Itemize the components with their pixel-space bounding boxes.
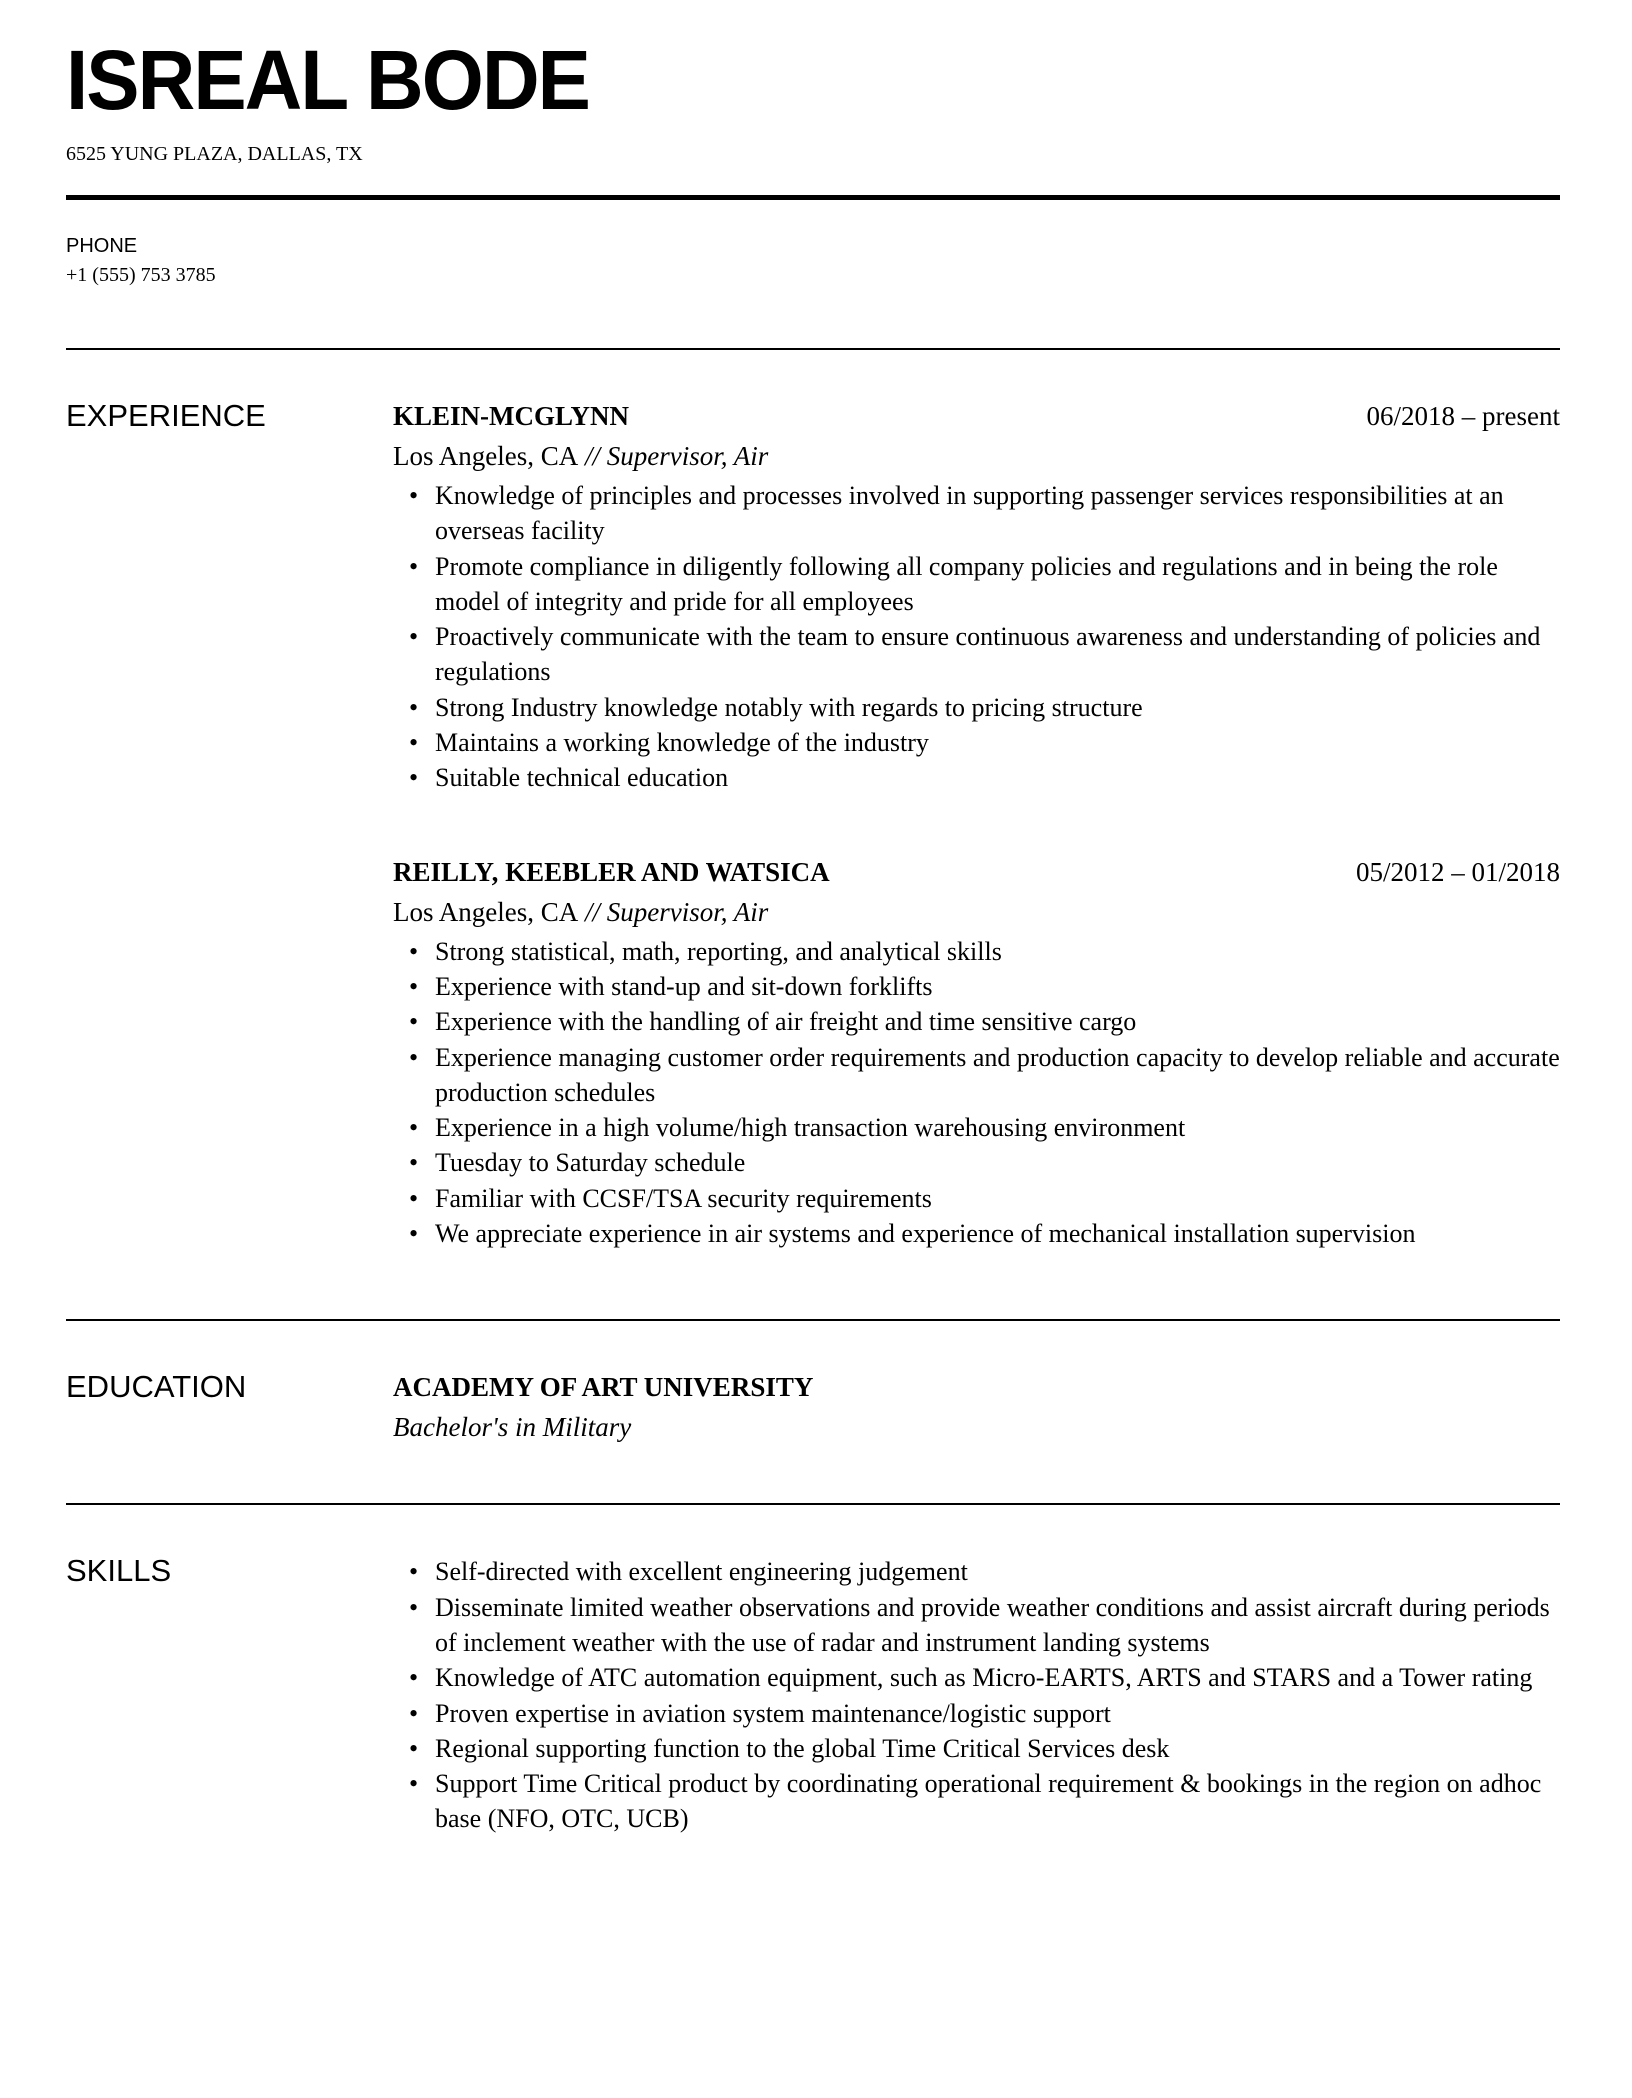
- bullet-item: • Proactively communicate with the team to ensure continuous awareness and understanding of policies and regulations: [393, 619, 1560, 690]
- job-location: Los Angeles, CA: [393, 441, 579, 471]
- bullet-item: • Promote compliance in diligently following all company policies and regulations and in being the role model of integrity and pride for all employees: [393, 549, 1560, 620]
- bullet-item: • Familiar with CCSF/TSA security requirements: [393, 1181, 1560, 1216]
- skill-item: • Disseminate limited weather observations and provide weather conditions and assist aircraft during periods of inclement weather with the use of radar and instrument landing systems: [393, 1590, 1560, 1661]
- job-entry: [393, 852, 1560, 1252]
- job-entry: [393, 396, 1560, 796]
- header-divider: [66, 195, 1560, 200]
- job-dates: 06/2018 – present: [1366, 401, 1560, 431]
- job-role: Supervisor, Air: [606, 896, 769, 927]
- bullet-item: • Strong Industry knowledge notably with regards to pricing structure: [393, 690, 1560, 725]
- skill-item: • Self-directed with excellent engineering judgement: [393, 1554, 1560, 1589]
- address: 6525 YUNG PLAZA, DALLAS, TX: [66, 143, 363, 165]
- separator: //: [578, 441, 607, 471]
- job-role: Supervisor, Air: [606, 441, 769, 471]
- company-name: REILLY, KEEBLER AND WATSICA: [393, 856, 830, 887]
- job-dates: 05/2012 – 01/2018: [1355, 856, 1560, 887]
- phone-label: PHONE: [66, 235, 138, 257]
- section-title: SKILLS: [66, 1553, 172, 1589]
- bullet-item: • Experience managing customer order requirements and production capacity to develop reliable and accurate production schedules: [393, 1040, 1560, 1111]
- bullet-item: • Experience with the handling of air freight and time sensitive cargo: [393, 1004, 1560, 1039]
- bullet-item: • Tuesday to Saturday schedule: [393, 1145, 1560, 1180]
- candidate-name: ISREAL BODE: [66, 33, 590, 127]
- degree: Bachelor's in Military: [393, 1412, 632, 1443]
- separator: //: [578, 896, 607, 927]
- job-bullets: [393, 934, 1560, 1252]
- section-title: EDUCATION: [66, 1369, 247, 1405]
- skills-section: [66, 1505, 1560, 1836]
- experience-section: [66, 350, 1560, 1307]
- skill-item: • Knowledge of ATC automation equipment, such as Micro-EARTS, ARTS and STARS and a Tower rating: [393, 1660, 1560, 1695]
- phone-number: +1 (555) 753 3785: [66, 264, 216, 286]
- skill-item: • Support Time Critical product by coordinating operational requirement & bookings in the region on adhoc base (NFO, OTC, UCB): [393, 1766, 1560, 1837]
- job-subtitle: [393, 892, 1560, 932]
- bullet-item: • Suitable technical education: [393, 760, 1560, 795]
- bullet-item: • Experience in a high volume/high transaction warehousing environment: [393, 1110, 1560, 1145]
- company-name: KLEIN-MCGLYNN: [393, 401, 630, 431]
- job-header: [393, 852, 1560, 892]
- job-bullets: [393, 478, 1560, 796]
- resume: [66, 0, 1560, 1837]
- job-location: Los Angeles, CA: [393, 896, 579, 927]
- skills-list: [393, 1554, 1560, 1836]
- job-subtitle: [393, 436, 1560, 476]
- skill-item: • Proven expertise in aviation system maintenance/logistic support: [393, 1696, 1560, 1731]
- job-header: [393, 396, 1560, 436]
- education-section: [66, 1321, 1560, 1503]
- bullet-item: • Experience with stand-up and sit-down forklifts: [393, 969, 1560, 1004]
- bullet-item: • Maintains a working knowledge of the industry: [393, 725, 1560, 760]
- section-title: EXPERIENCE: [66, 398, 266, 433]
- school-name: ACADEMY OF ART UNIVERSITY: [393, 1372, 814, 1403]
- bullet-item: • Strong statistical, math, reporting, and analytical skills: [393, 934, 1560, 969]
- bullet-item: • Knowledge of principles and processes involved in supporting passenger services responsibilities at an overseas facility: [393, 478, 1560, 549]
- skill-item: • Regional supporting function to the global Time Critical Services desk: [393, 1731, 1560, 1766]
- bullet-item: • We appreciate experience in air systems and experience of mechanical installation supervision: [393, 1216, 1560, 1251]
